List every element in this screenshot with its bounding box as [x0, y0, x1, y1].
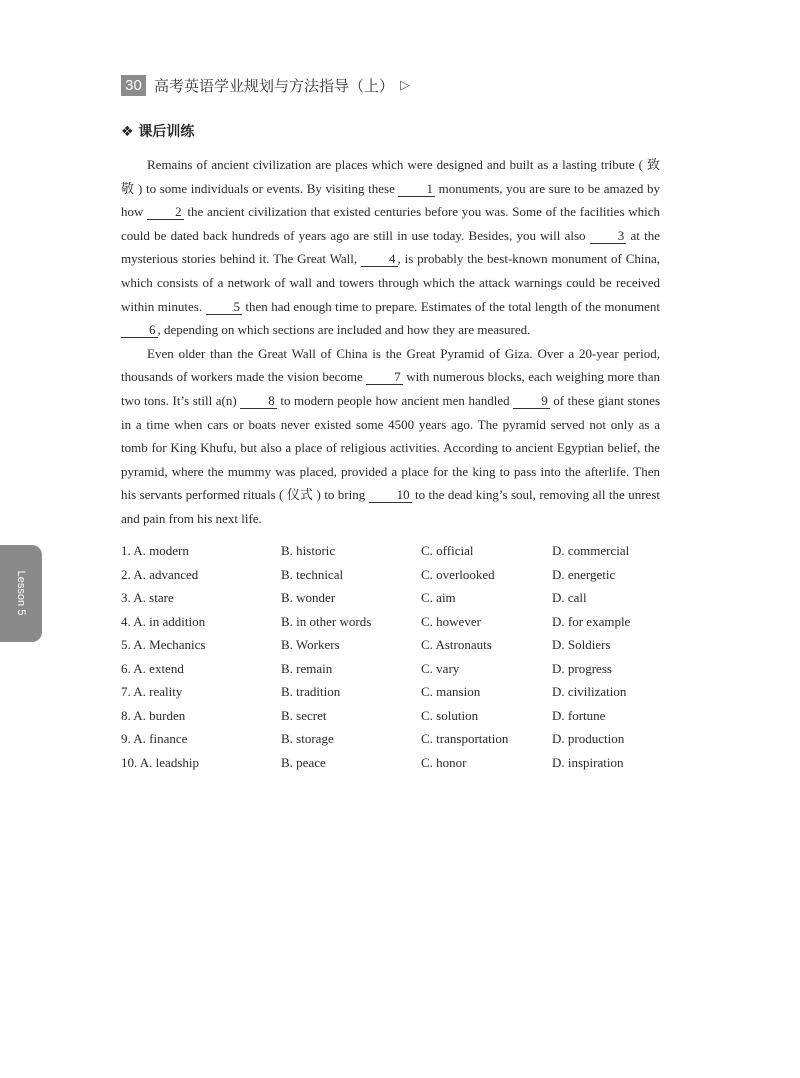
answer-blank[interactable]: 5 — [206, 299, 243, 315]
option-choice[interactable]: D. civilization — [552, 684, 627, 699]
option-choice[interactable]: D. progress — [552, 660, 612, 676]
option-choice[interactable]: D. Soldiers — [552, 637, 611, 652]
lesson-label: Lesson 5 — [15, 570, 27, 616]
option-choice[interactable]: D. inspiration — [552, 754, 624, 770]
answer-blank[interactable]: 3 — [590, 228, 627, 244]
option-choice[interactable]: D. fortune — [552, 707, 606, 723]
option-choice[interactable]: C. however — [421, 613, 481, 629]
option-choice[interactable]: 1. A. modern — [121, 543, 189, 558]
section-title: ❖ 课后训练 — [121, 124, 195, 140]
page-header — [121, 74, 410, 96]
option-choice[interactable]: 10. A. leadship — [121, 754, 199, 770]
option-choice[interactable]: 2. A. advanced — [121, 566, 199, 582]
option-choice[interactable]: D. commercial — [552, 543, 630, 558]
option-row — [121, 731, 681, 755]
option-row — [121, 637, 681, 661]
play-arrow-icon: ▷ — [400, 77, 411, 93]
option-choice[interactable]: B. technical — [281, 566, 344, 582]
book-title: 高考英语学业规划与方法指导（上） — [154, 76, 395, 95]
option-row — [121, 614, 681, 638]
answer-blank[interactable]: 6 — [121, 322, 158, 338]
option-choice[interactable]: 4. A. in addition — [121, 613, 206, 629]
option-choice[interactable]: B. in other words — [281, 613, 372, 629]
answer-blank[interactable]: 1 — [398, 181, 435, 197]
answer-options — [121, 543, 681, 778]
option-row — [121, 590, 681, 614]
option-choice[interactable]: B. tradition — [281, 684, 341, 699]
option-choice[interactable]: D. energetic — [552, 566, 616, 582]
answer-blank[interactable]: 7 — [366, 369, 403, 385]
passage-paragraph-1: Remains of ancient civilization are places which were designed and built as a lasting tribute ( 致敬 ) to some individuals or events. By visiting these 1 monuments, you are sure to be amazed by how 2 the ancient civilization that existed centuries before you was. Some of the facilities which could be dated back hundreds of years ago are still in use today. Besides, you will also 3 at the mysterious stories behind it. The Great Wall, 4 , is probably the best-known monument of China, which consists of a network of wall and towers through which the attack warnings could be received within minutes. 5 then had enough time to prepare. Estimates of the total length of the monument 6 , depending on which sections are included and how they are measured. — [121, 157, 661, 338]
option-row — [121, 567, 681, 591]
option-choice[interactable]: C. transportation — [421, 731, 509, 746]
option-choice[interactable]: D. for example — [552, 613, 631, 629]
option-choice[interactable]: D. call — [552, 590, 587, 605]
option-choice[interactable]: B. peace — [281, 754, 326, 770]
option-row — [121, 755, 681, 779]
option-choice[interactable]: C. overlooked — [421, 566, 495, 582]
page-number: 30 — [121, 75, 146, 96]
option-choice[interactable]: C. Astronauts — [421, 637, 492, 652]
option-row — [121, 708, 681, 732]
answer-blank[interactable]: 9 — [513, 393, 550, 409]
answer-blank[interactable]: 8 — [240, 393, 277, 409]
option-row — [121, 543, 681, 567]
answer-blank[interactable]: 4 — [361, 251, 398, 267]
option-row — [121, 684, 681, 708]
passage-paragraph-2: Even older than the Great Wall of China is the Great Pyramid of Giza. Over a 20-year period, thousands of workers made the vision become 7 with numerous blocks, each weighing more than two tons. It’s still a(n) 8 to modern people how ancient men handled 9 of these giant stones in a time when cars or boats never existed some 4500 years ago. The pyramid served not only as a tomb for King Khufu, but also a place of religious activities. According to ancient Egyptian belief, the pyramid, where the mummy was placed, provided a place for the king to pass into the afterlife. Then his servants performed rituals ( 仪式 ) to bring 10 to the dead king’s soul, removing all the unrest and pain from his next life. — [121, 345, 660, 526]
option-choice[interactable]: C. vary — [421, 660, 460, 676]
answer-blank[interactable]: 10 — [369, 487, 412, 503]
option-choice[interactable]: B. remain — [281, 660, 333, 676]
option-choice[interactable]: C. mansion — [421, 684, 481, 699]
option-choice[interactable]: C. honor — [421, 754, 467, 770]
option-choice[interactable]: B. secret — [281, 707, 327, 723]
option-choice[interactable]: B. storage — [281, 731, 334, 746]
option-choice[interactable]: 8. A. burden — [121, 707, 186, 723]
option-row — [121, 661, 681, 685]
option-choice[interactable]: D. production — [552, 731, 625, 746]
option-choice[interactable]: B. wonder — [281, 590, 336, 605]
answer-blank[interactable]: 2 — [147, 204, 184, 220]
option-choice[interactable]: 7. A. reality — [121, 684, 183, 699]
option-choice[interactable]: 9. A. finance — [121, 731, 188, 746]
lesson-side-tab — [0, 545, 42, 642]
option-choice[interactable]: 6. A. extend — [121, 660, 184, 676]
option-choice[interactable]: B. Workers — [281, 637, 340, 652]
option-choice[interactable]: C. aim — [421, 590, 456, 605]
option-choice[interactable]: C. official — [421, 543, 474, 558]
cloze-passage — [121, 153, 660, 531]
option-choice[interactable]: B. historic — [281, 543, 336, 558]
option-choice[interactable]: C. solution — [421, 707, 479, 723]
option-choice[interactable]: 3. A. stare — [121, 590, 174, 605]
option-choice[interactable]: 5. A. Mechanics — [121, 637, 206, 652]
